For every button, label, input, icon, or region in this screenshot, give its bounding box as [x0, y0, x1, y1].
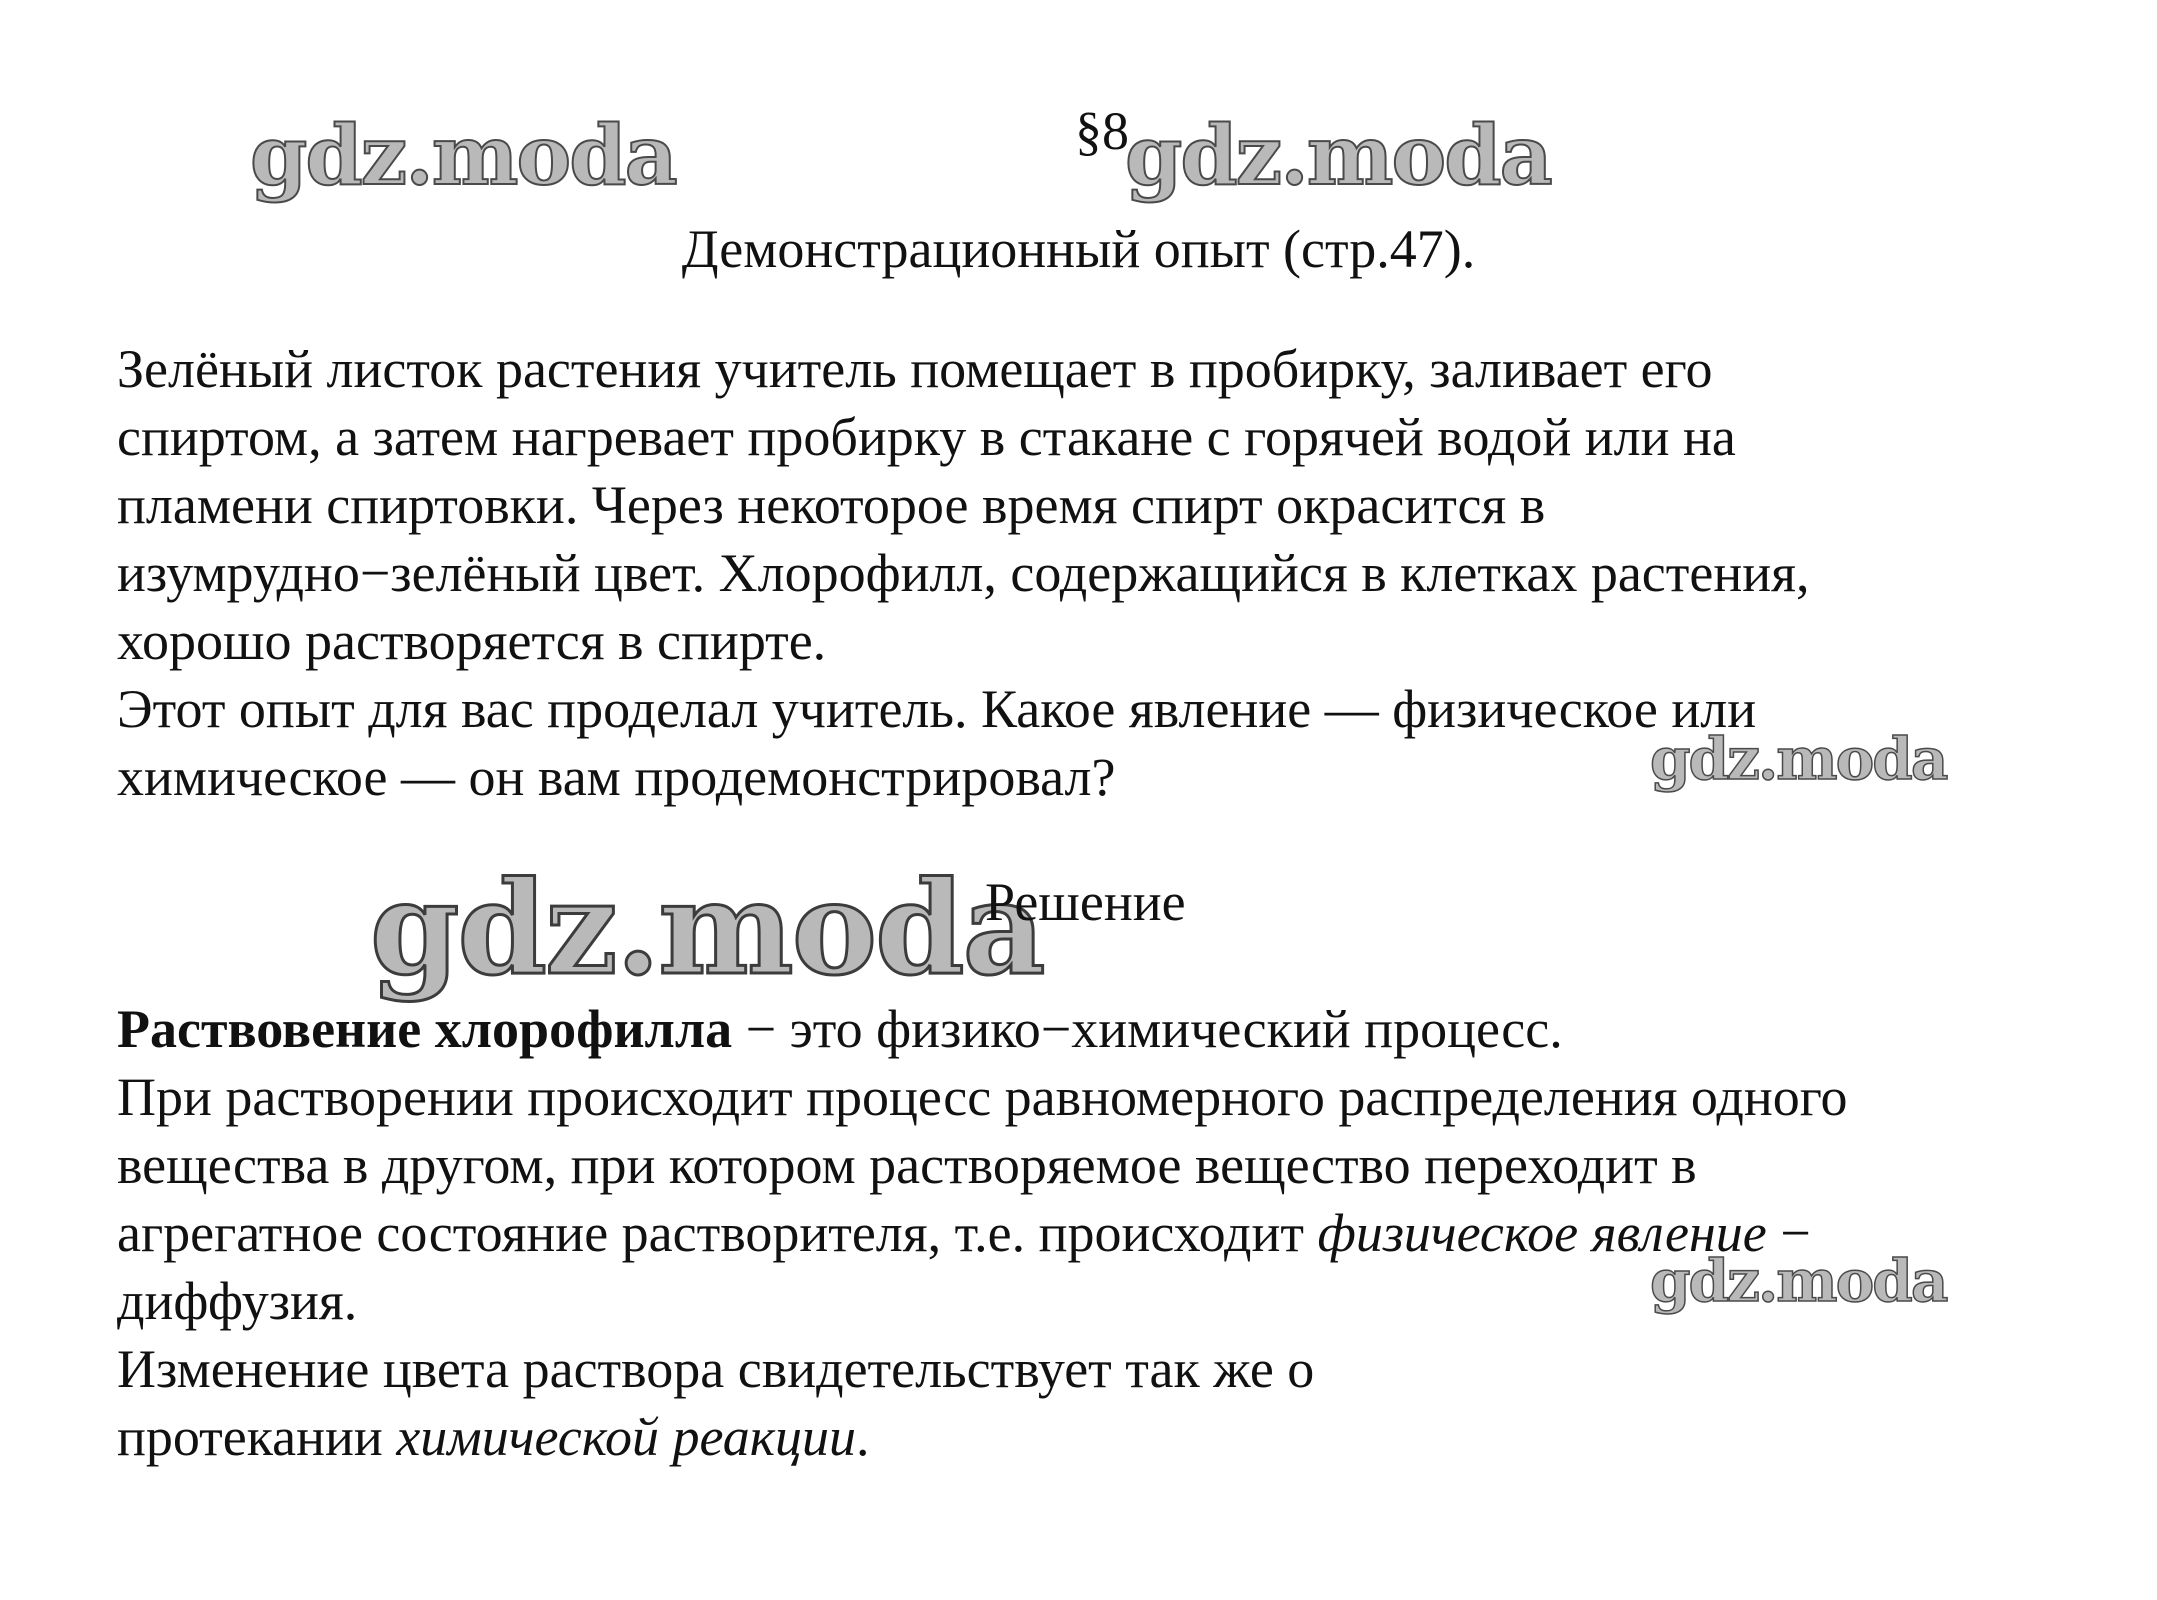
solution-term: Раствовение хлорофилла [117, 999, 733, 1059]
task-line: изумрудно−зелёный цвет. Хлорофилл, содержащийся в клетках растения, [117, 543, 1810, 603]
solution-line-text: . [855, 1407, 870, 1467]
solution-line-text: − [1766, 1203, 1811, 1263]
watermark-logo: gdz.moda [250, 108, 676, 204]
solution-line: вещества в другом, при котором растворяемое вещество переходит в [117, 1135, 1697, 1195]
task-line: химическое — он вам продемонстрировал? [117, 747, 1116, 807]
task-line: хорошо растворяется в спирте. [117, 611, 827, 671]
task-line: спиртом, а затем нагревает пробирку в стакане с горячей водой или на [117, 407, 1736, 467]
task-line: пламени спиртовки. Через некоторое время спирт окрасится в [117, 475, 1546, 535]
solution-line-text: агрегатное состояние растворителя, т.е. происходит [117, 1203, 1318, 1263]
solution-line-text: − это физико−химический процесс. [732, 999, 1563, 1059]
page-title: Демонстрационный опыт (стр.47). [681, 219, 1476, 279]
solution-line [117, 995, 2097, 1063]
italic-term: химической реакции [396, 1407, 856, 1467]
solution-line-text: протекании [117, 1407, 397, 1467]
solution-line [117, 1403, 2097, 1471]
section-number: §8 [1075, 101, 1129, 161]
watermark-logo: gdz.moda [370, 854, 1044, 1004]
solution-line: диффузия. [117, 1271, 358, 1331]
solution-text [117, 995, 2097, 1471]
task-line: Этот опыт для вас проделал учитель. Какое явление — физическое или [117, 679, 1757, 739]
watermark-logo: gdz.moda [1650, 725, 1947, 793]
solution-line: При растворении происходит процесс равномерного распределения одного [117, 1067, 1848, 1127]
watermark-logo: gdz.moda [1125, 108, 1551, 204]
solution-line: Изменение цвета раствора свидетельствует так же о [117, 1339, 1315, 1399]
italic-term: физическое явление [1317, 1203, 1767, 1263]
watermark-logo: gdz.moda [1650, 1247, 1947, 1315]
solution-heading: Решение [985, 872, 1186, 932]
task-line: Зелёный листок растения учитель помещает в пробирку, заливает его [117, 339, 1713, 399]
